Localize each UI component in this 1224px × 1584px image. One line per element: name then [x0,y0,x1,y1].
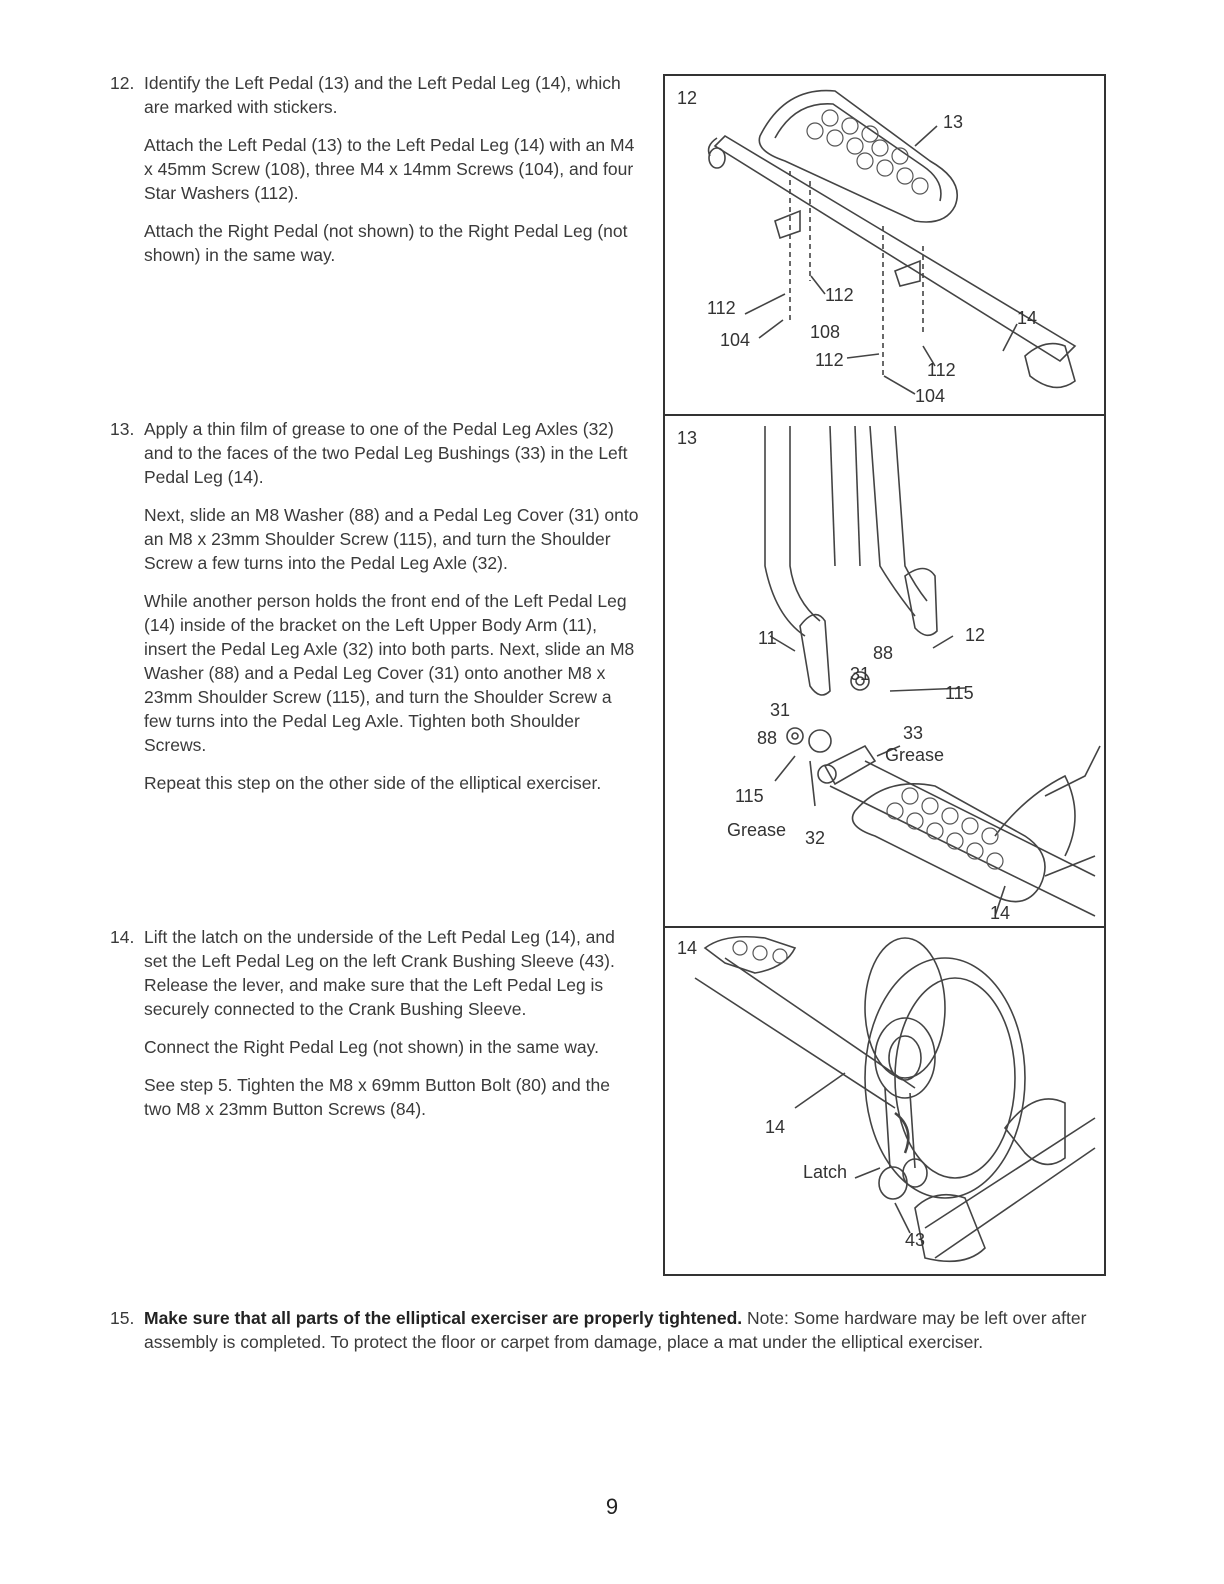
pedal-assembly-drawing [665,76,1104,416]
part-label: 104 [915,386,946,406]
step-paragraph [144,1306,1120,1354]
step-paragraph: Apply a thin film of grease to one of the Pedal Leg Axles (32) and to the faces of the two Pedal Leg Bushings (33) in the Left Pedal Leg (14). [144,419,628,487]
step-paragraph: Identify the Left Pedal (13) and the Left Pedal Leg (14), which are marked with stickers. [144,73,621,117]
step-paragraph: Attach the Left Pedal (13) to the Left Pedal Leg (14) with an M4 x 45mm Screw (108), three M4 x 14mm Screws (104), and four Star Washers (112). [144,135,635,203]
step-paragraph: Attach the Right Pedal (not shown) to the Right Pedal Leg (not shown) in the same way. [144,221,628,265]
part-label: 104 [720,330,751,350]
crank-bushing-drawing [665,928,1104,1274]
grease-label: Grease [727,820,787,840]
step-paragraph: While another person holds the front end of the Left Pedal Leg (14) inside of the bracket on the Left Upper Body Arm (11), insert the Pedal Leg Axle (32) into both parts. Next, slide an M8 Washer (88) and a Pedal Leg Cover (31) onto another M8 x 23mm Shoulder Screw (115), and turn the Shoulder Screw a few turns into the Pedal Leg Axle. Tighten both Shoulder Screws. [144,591,635,755]
part-label: 33 [903,723,924,743]
note-text: Note: Some hardware may be left over after assembly is completed. To protect the floor or carpet from damage, place a mat under the elliptical exerciser. [144,1308,1087,1352]
step-paragraph: Connect the Right Pedal Leg (not shown) in the same way. [144,1037,599,1057]
part-label: 14 [765,1117,786,1137]
step-12 [110,71,640,281]
step-number: 15. [110,1308,135,1328]
part-label: 88 [873,643,894,663]
emphasis-text: Make sure that all parts of the elliptical exerciser are properly tightened. [144,1308,743,1328]
part-label: 13 [943,112,964,132]
figure-frame [663,74,1106,1276]
figure-step-label: 14 [677,938,698,958]
part-label: 112 [815,350,844,370]
figure-step-label: 13 [677,428,698,448]
part-label: 115 [945,683,974,703]
figure-step-label: 12 [677,88,698,108]
part-label: 32 [805,828,826,848]
step-15 [110,1306,1120,1354]
part-label: 14 [1017,308,1038,328]
step-paragraph: Next, slide an M8 Washer (88) and a Pedal Leg Cover (31) onto an M8 x 23mm Shoulder Screw (115), and turn the Shoulder Screw a few turns into the Pedal Leg Axle (32). [144,505,639,573]
step-13 [110,417,640,809]
part-label: 112 [825,285,854,305]
part-label: 31 [770,700,791,720]
pedal-leg-axle-drawing [665,416,1104,928]
part-label: 108 [810,322,841,342]
step-paragraph: See step 5. Tighten the M8 x 69mm Button Bolt (80) and the two M8 x 23mm Button Screws (84). [144,1075,610,1119]
part-label: 112 [707,298,736,318]
step-14 [110,925,640,1135]
part-label: 12 [965,625,986,645]
step-number: 12. [110,73,135,93]
figure-step-13 [665,416,1104,928]
part-label: 112 [927,360,956,380]
part-label: 11 [758,628,777,648]
step-paragraph: Lift the latch on the underside of the Left Pedal Leg (14), and set the Left Pedal Leg on the left Crank Bushing Sleeve (43). Release the lever, and make sure that the Left Pedal Leg is securely connected to the Crank Bushing Sleeve. [144,927,615,1019]
page-number: 9 [605,1494,619,1519]
part-label: 43 [905,1230,926,1250]
step-number: 14. [110,927,135,947]
part-label: 88 [757,728,778,748]
step-number: 13. [110,419,135,439]
latch-label: Latch [803,1162,848,1182]
part-label: 14 [990,903,1011,923]
figure-step-14 [665,928,1104,1274]
step-paragraph: Repeat this step on the other side of the elliptical exerciser. [144,773,602,793]
grease-label: Grease [885,745,945,765]
figure-step-12 [665,76,1104,416]
part-label: 31 [850,664,871,684]
part-label: 115 [735,786,764,806]
